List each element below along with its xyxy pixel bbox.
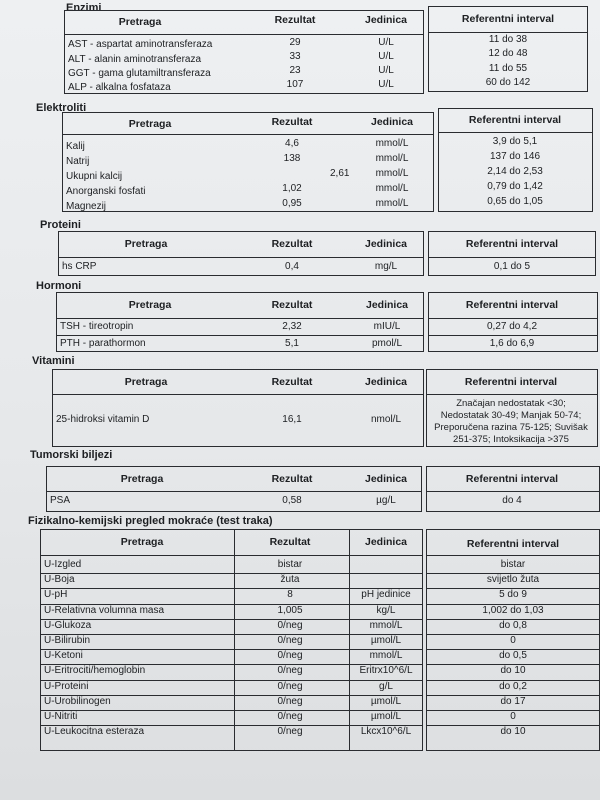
test-range: do 0,5	[499, 650, 527, 661]
test-range-line: Značajan nedostatak <30;	[456, 398, 566, 409]
test-name: ALP - alkalna fosfataza	[68, 82, 171, 93]
test-unit: U/L	[378, 51, 394, 62]
test-result: 0,4	[285, 261, 299, 272]
test-range: 12 do 48	[488, 48, 528, 59]
test-result: 2,32	[282, 321, 302, 332]
test-result: 0/neg	[277, 696, 303, 707]
test-unit: mmol/L	[375, 183, 409, 194]
test-unit: mmol/L	[375, 138, 409, 149]
test-name: ALT - alanin aminotransferaza	[68, 54, 202, 65]
test-range: do 0,8	[499, 620, 527, 631]
section-title-vitamini: Vitamini	[32, 355, 75, 367]
header-range: Referentni interval	[466, 538, 560, 550]
header-range: Referentni interval	[464, 376, 558, 388]
header-unit: Jedinica	[364, 238, 408, 250]
test-name: U-Urobilinogen	[44, 696, 111, 707]
test-range: 60 do 142	[485, 77, 531, 88]
test-range: 137 do 146	[489, 151, 541, 162]
test-unit: pH jedinice	[361, 589, 411, 600]
header-range: Referentni interval	[465, 238, 559, 250]
header-result: Rezultat	[271, 238, 313, 250]
section-title-urine: Fizikalno-kemijski pregled mokraće (test traka)	[28, 515, 273, 527]
test-name: Natrij	[66, 156, 90, 167]
test-result: bistar	[277, 559, 303, 570]
test-result: 4,6	[285, 138, 299, 149]
test-unit: mIU/L	[373, 321, 401, 332]
test-name: Magnezij	[66, 201, 107, 212]
test-name: 25-hidroksi vitamin D	[56, 414, 150, 425]
test-range: 5 do 9	[499, 589, 527, 600]
header-range: Referentni interval	[461, 13, 555, 25]
test-result: 0,58	[282, 495, 302, 506]
test-name: U-Nitriti	[44, 711, 78, 722]
test-name: U-Leukocitna esteraza	[44, 726, 145, 737]
test-result: 29	[289, 37, 301, 48]
test-result: 138	[283, 153, 301, 164]
test-unit: Eritrx10^6/L	[359, 665, 413, 676]
test-result: 16,1	[282, 414, 302, 425]
urine-main-table	[40, 529, 423, 751]
test-unit: kg/L	[376, 605, 396, 616]
header-unit: Jedinica	[370, 116, 414, 128]
test-range-line: Preporučena razina 75-125; Suvišak	[434, 422, 588, 433]
header-range: Referentni interval	[465, 299, 559, 311]
test-unit: Lkcx10^6/L	[360, 726, 412, 737]
header-result: Rezultat	[271, 376, 313, 388]
test-name: Kalij	[66, 141, 85, 152]
test-range-line: Nedostatak 30-49; Manjak 50-74;	[440, 410, 582, 421]
test-unit: mmol/L	[369, 650, 403, 661]
test-result: 0/neg	[277, 681, 303, 692]
test-range: do 10	[500, 726, 526, 737]
header-test: Pretraga	[124, 238, 168, 250]
header-test: Pretraga	[120, 536, 164, 548]
test-result: 0/neg	[277, 726, 303, 737]
header-result: Rezultat	[271, 116, 313, 128]
test-result: žuta	[280, 574, 300, 585]
section-title-proteini: Proteini	[40, 219, 81, 231]
test-name: hs CRP	[62, 261, 97, 272]
test-range: 0,1 do 5	[493, 261, 531, 272]
header-unit: Jedinica	[364, 536, 408, 548]
test-result: 107	[286, 79, 304, 90]
section-title-elektroliti: Elektroliti	[36, 102, 87, 114]
test-unit: µg/L	[376, 495, 396, 506]
test-unit: mmol/L	[375, 198, 409, 209]
test-range: do 10	[500, 665, 526, 676]
header-unit: Jedinica	[364, 473, 408, 485]
test-name: GGT - gama glutamiltransferaza	[68, 68, 211, 79]
test-range: 2,14 do 2,53	[487, 166, 543, 177]
header-unit: Jedinica	[364, 14, 408, 26]
test-unit: µmol/L	[370, 696, 402, 707]
test-range: 11 do 38	[488, 34, 528, 45]
test-name: PSA	[50, 495, 71, 506]
test-result: 23	[289, 65, 301, 76]
header-test: Pretraga	[128, 299, 172, 311]
test-unit: µmol/L	[370, 635, 402, 646]
test-range: do 17	[500, 696, 526, 707]
section-title-tumorski-biljezi: Tumorski biljezi	[30, 449, 113, 461]
test-name: U-Proteini	[44, 681, 89, 692]
header-test: Pretraga	[118, 16, 162, 28]
test-range: do 4	[502, 495, 522, 506]
test-unit: U/L	[378, 65, 394, 76]
test-result: 0/neg	[277, 650, 303, 661]
test-result: 0/neg	[277, 635, 303, 646]
test-result: 0/neg	[277, 665, 303, 676]
test-result: 0/neg	[277, 711, 303, 722]
test-result: 2,61	[330, 168, 350, 179]
test-name: AST - aspartat aminotransferaza	[68, 39, 213, 50]
test-name: U-Relativna volumna masa	[44, 605, 165, 616]
test-name: TSH - tireotropin	[60, 321, 134, 332]
test-name: U-Bilirubin	[44, 635, 91, 646]
test-name: U-Izgled	[44, 559, 82, 570]
header-unit: Jedinica	[365, 299, 409, 311]
header-test: Pretraga	[124, 376, 168, 388]
section-title-enzimi: Enzimi	[66, 2, 102, 14]
test-result: 0/neg	[277, 620, 303, 631]
test-unit: g/L	[379, 681, 393, 692]
test-range: 0,79 do 1,42	[487, 181, 543, 192]
test-name: Ukupni kalcij	[66, 171, 123, 182]
test-unit: mmol/L	[375, 168, 409, 179]
test-unit: U/L	[378, 37, 394, 48]
test-range-line: 251-375; Intoksikacija >375	[453, 434, 569, 445]
test-unit: µmol/L	[370, 711, 402, 722]
test-result: 0,95	[282, 198, 302, 209]
test-range: 11 do 55	[488, 63, 528, 74]
test-name: U-Boja	[44, 574, 75, 585]
header-range: Referentni interval	[465, 473, 559, 485]
test-range: 0,27 do 4,2	[486, 321, 538, 332]
header-range: Referentni interval	[468, 114, 562, 126]
test-range: 0	[510, 635, 516, 646]
test-name: U-Ketoni	[44, 650, 83, 661]
header-test: Pretraga	[128, 118, 172, 130]
header-result: Rezultat	[269, 536, 311, 548]
test-unit: pmol/L	[371, 338, 403, 349]
section-title-hormoni: Hormoni	[36, 280, 82, 292]
test-unit: U/L	[378, 79, 394, 90]
test-name: U-Eritrociti/hemoglobin	[44, 665, 146, 676]
test-name: U-Glukoza	[44, 620, 92, 631]
test-result: 33	[289, 51, 301, 62]
header-result: Rezultat	[274, 14, 316, 26]
test-range: svijetlo žuta	[486, 574, 540, 585]
test-name: PTH - parathormon	[60, 338, 146, 349]
test-unit: nmol/L	[370, 414, 402, 425]
header-result: Rezultat	[271, 473, 313, 485]
test-unit: mmol/L	[375, 153, 409, 164]
header-test: Pretraga	[120, 473, 164, 485]
test-range: 1,002 do 1,03	[482, 605, 544, 616]
header-result: Rezultat	[271, 299, 313, 311]
test-range: 0,65 do 1,05	[487, 196, 543, 207]
test-name: U-pH	[44, 589, 68, 600]
test-result: 1,02	[282, 183, 302, 194]
test-range: 0	[510, 711, 516, 722]
test-unit: mg/L	[374, 261, 398, 272]
test-range: 3,9 do 5,1	[492, 136, 538, 147]
test-unit: mmol/L	[369, 620, 403, 631]
test-name: Anorganski fosfati	[66, 186, 146, 197]
test-result: 1,005	[277, 605, 303, 616]
test-result: 8	[287, 589, 293, 600]
test-result: 5,1	[285, 338, 299, 349]
header-unit: Jedinica	[364, 376, 408, 388]
test-range: do 0,2	[499, 681, 527, 692]
test-range: 1,6 do 6,9	[489, 338, 535, 349]
test-range: bistar	[500, 559, 526, 570]
